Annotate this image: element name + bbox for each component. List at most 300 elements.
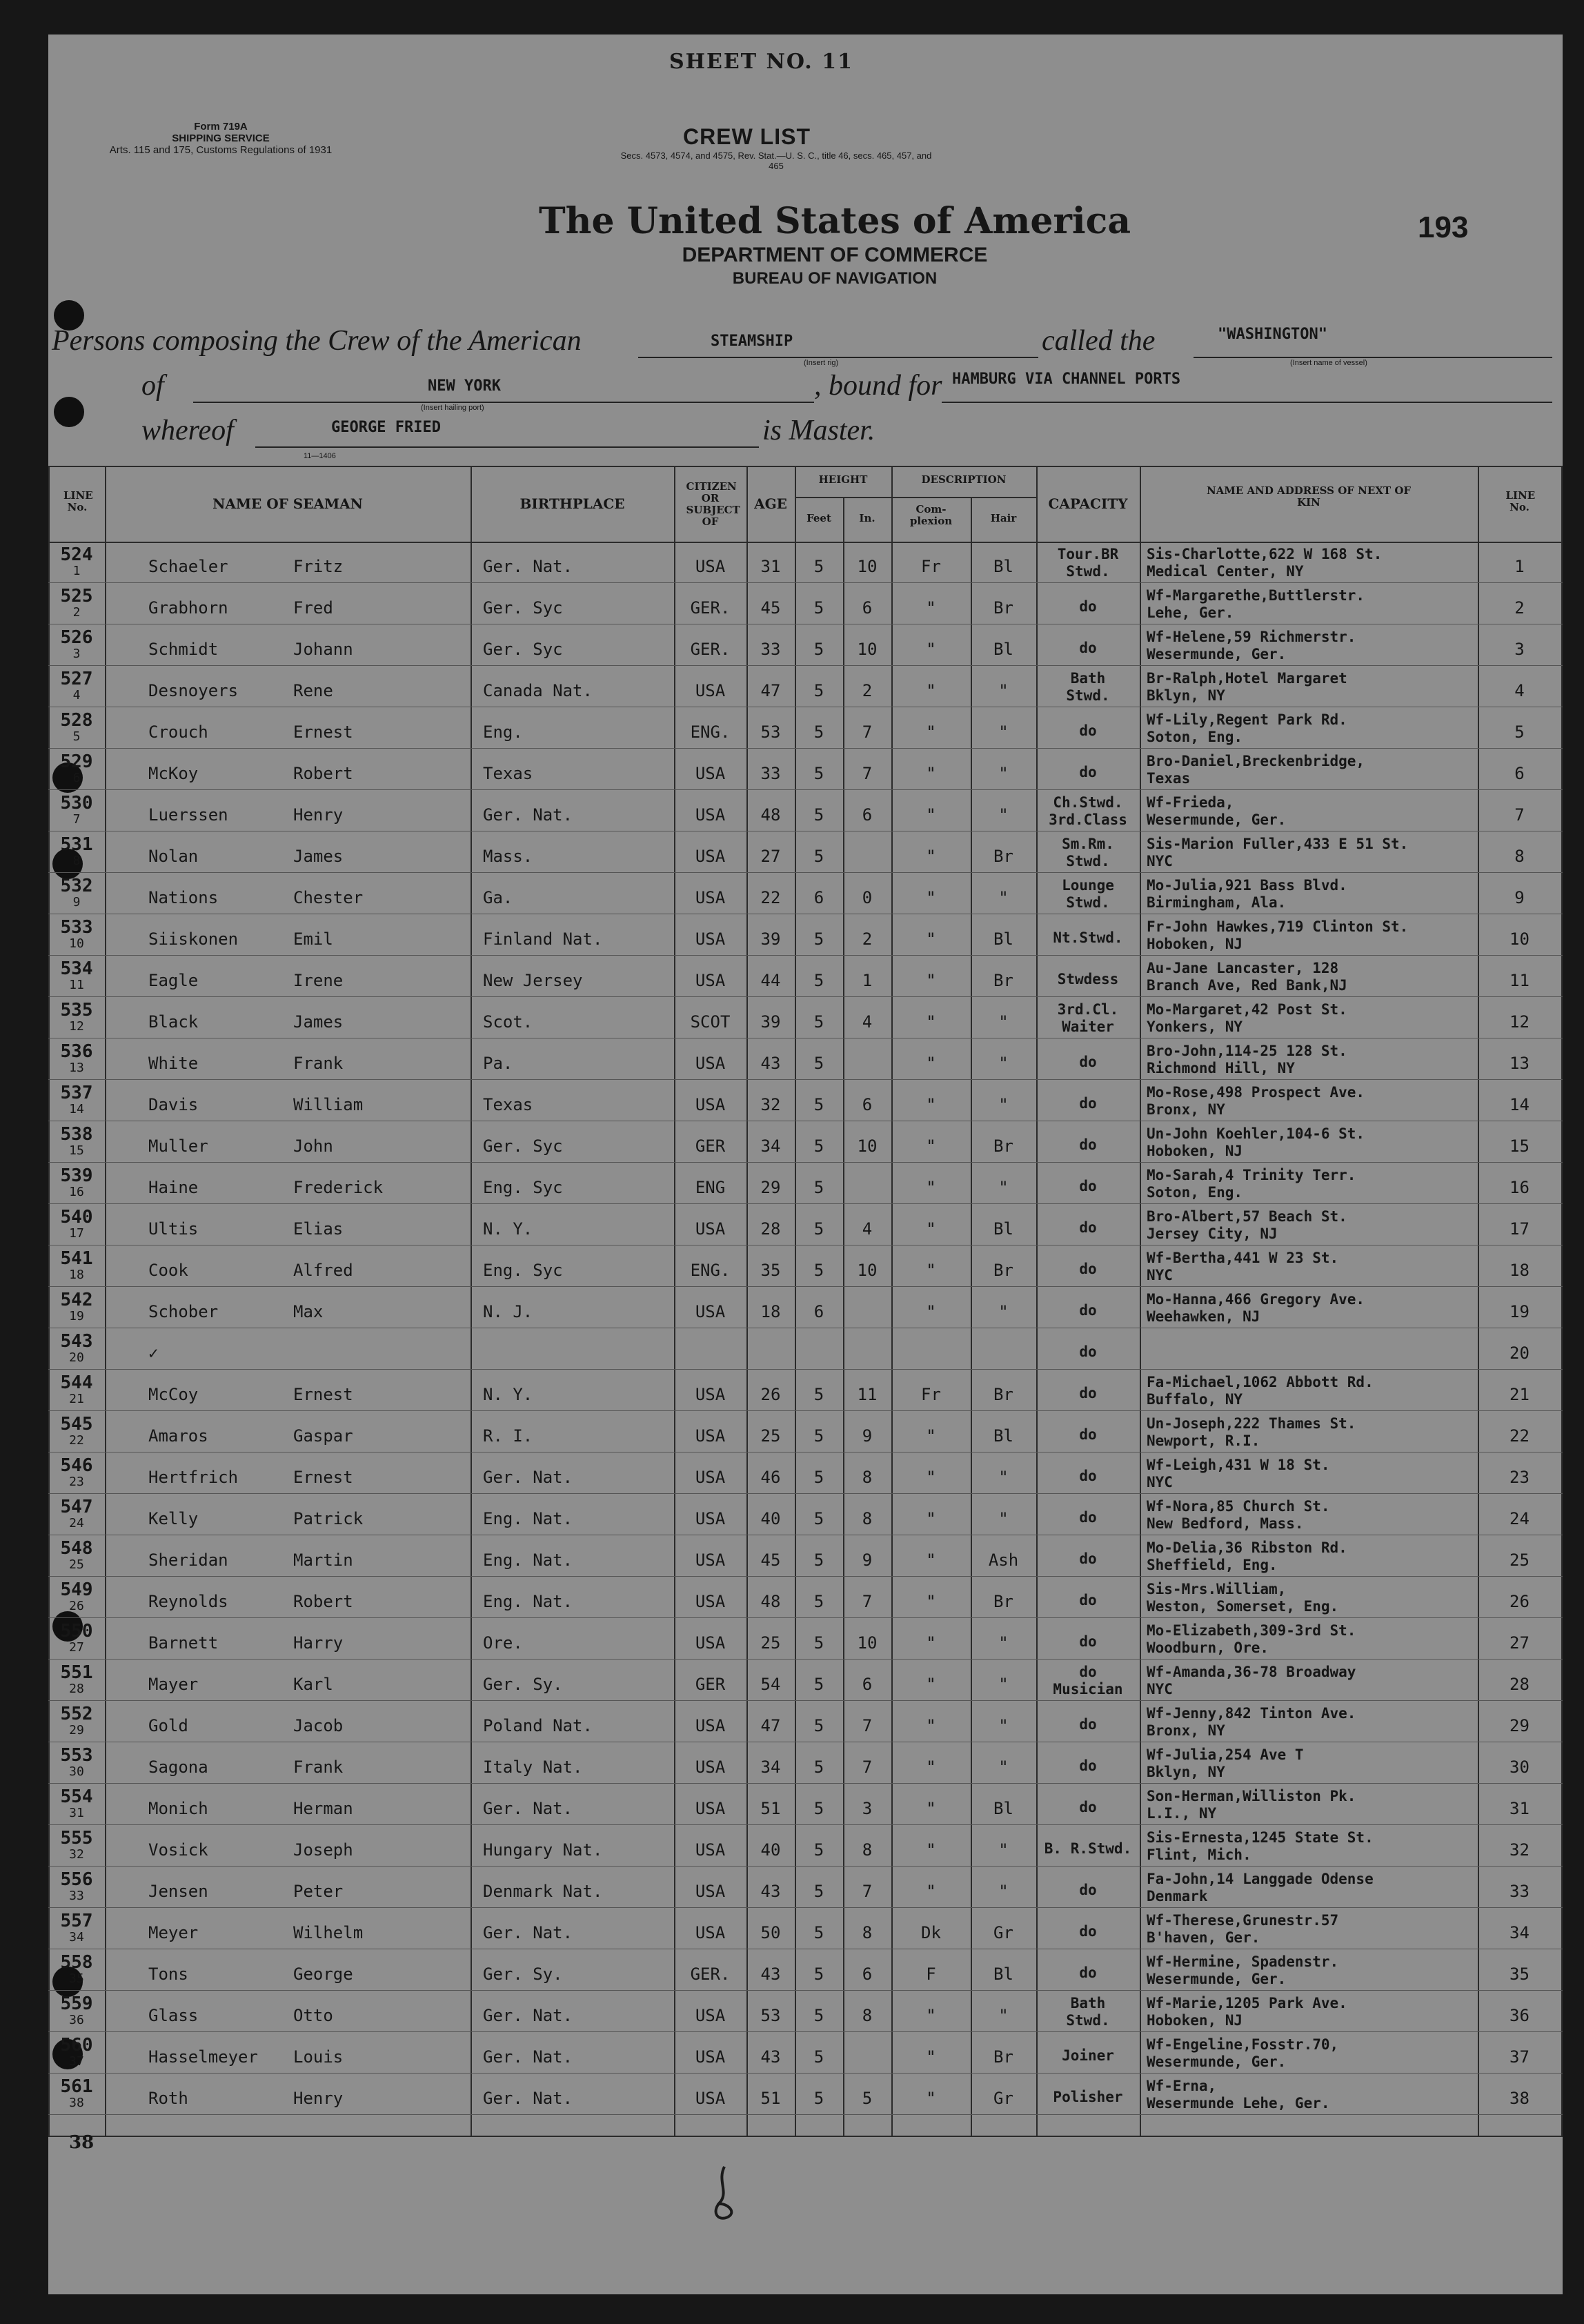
table-row bbox=[48, 749, 1563, 790]
cell-ft: 5 bbox=[813, 722, 824, 742]
table-row bbox=[48, 1825, 1563, 1867]
cell-hair: Br bbox=[993, 1385, 1013, 1404]
next-of-kin-line: NYC bbox=[1147, 1681, 1173, 1697]
cell-birth: Eng. Syc bbox=[483, 1261, 563, 1280]
entry-id: 557 bbox=[60, 1911, 93, 1931]
header-citizen bbox=[674, 481, 746, 528]
entry-id: 542 bbox=[60, 1290, 93, 1310]
cell-given: James bbox=[293, 1012, 344, 1032]
cell-surname: Nations bbox=[148, 888, 219, 907]
header-citizen-text: CITIZEN OR SUBJECT OF bbox=[686, 480, 740, 528]
line-number-right: 25 bbox=[1509, 1550, 1529, 1570]
capacity-line: do bbox=[1079, 1757, 1097, 1774]
next-of-kin-line: Sis-Mrs.William, bbox=[1147, 1581, 1287, 1597]
capacity-line: do bbox=[1079, 1385, 1097, 1401]
cell-given: Irene bbox=[293, 971, 344, 990]
next-of-kin-line: Lehe, Ger. bbox=[1147, 604, 1234, 621]
cell-age: 33 bbox=[760, 640, 781, 659]
table-row bbox=[48, 1991, 1563, 2032]
table-row bbox=[48, 997, 1563, 1038]
capacity-line: Stwd. bbox=[1066, 894, 1110, 911]
cell-surname: Hasselmeyer bbox=[148, 2047, 258, 2067]
rig-hint: (Insert rig) bbox=[804, 359, 839, 367]
cell-in: 6 bbox=[862, 598, 873, 618]
next-of-kin-line: Mo-Julia,921 Bass Blvd. bbox=[1147, 877, 1347, 894]
table-row bbox=[48, 1949, 1563, 1991]
cell-hair: Br bbox=[993, 2047, 1013, 2067]
entry-id: 535 bbox=[60, 1000, 93, 1021]
line-number: 8 bbox=[72, 854, 81, 868]
cell-in: 4 bbox=[862, 1219, 873, 1239]
next-of-kin-line: New Bedford, Mass. bbox=[1147, 1515, 1304, 1532]
cell-age: 53 bbox=[760, 2006, 781, 2025]
cell-given: Frank bbox=[293, 1054, 344, 1073]
cell-birth: Ger. Sy. bbox=[483, 1675, 563, 1694]
next-of-kin-line: Wf-Leigh,431 W 18 St. bbox=[1147, 1457, 1330, 1473]
cell-cit: USA bbox=[695, 929, 726, 949]
cell-surname: Monich bbox=[148, 1799, 208, 1818]
cell-cit: GER. bbox=[690, 1964, 731, 1984]
form-info bbox=[76, 121, 366, 156]
cell-hair: Bl bbox=[993, 1426, 1013, 1446]
entry-id: 555 bbox=[60, 1828, 93, 1849]
page-number: 193 bbox=[1418, 210, 1469, 244]
cell-birth: Ger. Nat. bbox=[483, 2089, 573, 2108]
cell-in: 6 bbox=[862, 1675, 873, 1694]
cell-in: 6 bbox=[862, 1095, 873, 1114]
cell-age: 45 bbox=[760, 1550, 781, 1570]
cell-age: 43 bbox=[760, 1964, 781, 1984]
cell-hair: " bbox=[998, 1675, 1009, 1694]
cell-in: 7 bbox=[862, 1882, 873, 1901]
line-number: 19 bbox=[69, 1309, 84, 1323]
cell-ft: 5 bbox=[813, 1178, 824, 1197]
cell-hair: " bbox=[998, 1882, 1009, 1901]
cell-ft: 5 bbox=[813, 681, 824, 700]
line-number-right: 37 bbox=[1509, 2047, 1529, 2067]
entry-id: 533 bbox=[60, 917, 93, 938]
entry-id: 561 bbox=[60, 2076, 93, 2097]
cell-in: 6 bbox=[862, 805, 873, 825]
cell-age: 45 bbox=[760, 598, 781, 618]
of-label: of bbox=[141, 370, 164, 402]
line-number: 4 bbox=[72, 688, 81, 702]
cell-ft: 6 bbox=[813, 1302, 824, 1321]
cell-comp: " bbox=[926, 1716, 936, 1735]
master-underline bbox=[255, 446, 759, 448]
header-line-no bbox=[50, 490, 105, 513]
next-of-kin-line: Soton, Eng. bbox=[1147, 1184, 1243, 1201]
pen-mark bbox=[697, 2163, 745, 2228]
cell-surname: ✓ bbox=[148, 1343, 159, 1363]
print-code: 11—1406 bbox=[304, 452, 336, 460]
next-of-kin-line: Mo-Rose,498 Prospect Ave. bbox=[1147, 1084, 1365, 1101]
line-number-right: 1 bbox=[1514, 557, 1525, 576]
cell-age: 26 bbox=[760, 1385, 781, 1404]
table-row bbox=[48, 1577, 1563, 1618]
crew-list-sheet bbox=[48, 35, 1563, 2294]
cell-comp: " bbox=[926, 598, 936, 618]
cell-given: Peter bbox=[293, 1882, 344, 1901]
entry-id: 528 bbox=[60, 710, 93, 731]
capacity-line: Waiter bbox=[1062, 1018, 1114, 1035]
line-number-right: 3 bbox=[1514, 640, 1525, 659]
cell-surname: Haine bbox=[148, 1178, 199, 1197]
cell-given: Rene bbox=[293, 681, 333, 700]
cell-comp: Dk bbox=[921, 1923, 941, 1942]
next-of-kin-line: Bro-John,114-25 128 St. bbox=[1147, 1043, 1347, 1059]
line-number: 11 bbox=[69, 978, 84, 992]
line-number: 35 bbox=[69, 1971, 84, 1986]
cell-surname: McKoy bbox=[148, 764, 199, 783]
cell-given: Karl bbox=[293, 1675, 333, 1694]
next-of-kin-line: Woodburn, Ore. bbox=[1147, 1639, 1269, 1656]
cell-given: Jacob bbox=[293, 1716, 344, 1735]
cell-surname: White bbox=[148, 1054, 199, 1073]
line-number: 9 bbox=[72, 895, 81, 909]
cell-birth: Finland Nat. bbox=[483, 929, 603, 949]
capacity-line: Stwdess bbox=[1057, 971, 1119, 987]
cell-age: 39 bbox=[760, 1012, 781, 1032]
cell-surname: Crouch bbox=[148, 722, 208, 742]
table-row bbox=[48, 1784, 1563, 1825]
cell-ft: 5 bbox=[813, 929, 824, 949]
capacity-line: Stwd. bbox=[1066, 687, 1110, 704]
next-of-kin-line: Wf-Nora,85 Church St. bbox=[1147, 1498, 1330, 1515]
line-number-right: 21 bbox=[1509, 1385, 1529, 1404]
department-title: DEPARTMENT OF COMMERCE bbox=[682, 244, 988, 266]
line-number: 6 bbox=[72, 771, 81, 785]
destination-underline bbox=[942, 402, 1552, 403]
next-of-kin-line: Wf-Hermine, Spadenstr. bbox=[1147, 1953, 1339, 1970]
next-of-kin-line: Bronx, NY bbox=[1147, 1101, 1225, 1118]
next-of-kin-line: Mo-Sarah,4 Trinity Terr. bbox=[1147, 1167, 1356, 1183]
table-row bbox=[48, 624, 1563, 666]
table-bottom-border bbox=[48, 2136, 1563, 2137]
cell-ft: 6 bbox=[813, 888, 824, 907]
header-kin bbox=[1140, 485, 1478, 509]
table-row bbox=[48, 914, 1563, 956]
next-of-kin-line: Flint, Mich. bbox=[1147, 1847, 1251, 1863]
cell-in: 2 bbox=[862, 929, 873, 949]
cell-hair: " bbox=[998, 722, 1009, 742]
entry-id: 532 bbox=[60, 876, 93, 896]
table-row bbox=[48, 1660, 1563, 1701]
entry-id: 537 bbox=[60, 1083, 93, 1103]
cell-cit: USA bbox=[695, 1840, 726, 1860]
cell-in: 9 bbox=[862, 1550, 873, 1570]
entry-id: 524 bbox=[60, 544, 93, 565]
cell-in: 7 bbox=[862, 764, 873, 783]
capacity-line: Bath bbox=[1070, 1995, 1106, 2011]
cell-cit: USA bbox=[695, 1468, 726, 1487]
line-number-right: 10 bbox=[1509, 929, 1529, 949]
cell-comp: " bbox=[926, 2006, 936, 2025]
cell-ft: 5 bbox=[813, 1964, 824, 1984]
entry-id: 550 bbox=[60, 1621, 93, 1642]
cell-hair: Br bbox=[993, 1592, 1013, 1611]
next-of-kin-line: Wesermunde, Ger. bbox=[1147, 646, 1287, 662]
cell-birth: Ger. Syc bbox=[483, 640, 563, 659]
next-of-kin-line: Bro-Albert,57 Beach St. bbox=[1147, 1208, 1347, 1225]
cell-given: Alfred bbox=[293, 1261, 353, 1280]
cell-age: 48 bbox=[760, 1592, 781, 1611]
cell-comp: " bbox=[926, 1219, 936, 1239]
cell-ft: 5 bbox=[813, 971, 824, 990]
line-number: 2 bbox=[72, 605, 81, 620]
capacity-line: Nt.Stwd. bbox=[1053, 929, 1123, 946]
line-number: 10 bbox=[69, 936, 84, 951]
cell-age: 47 bbox=[760, 681, 781, 700]
line-number-right: 32 bbox=[1509, 1840, 1529, 1860]
capacity-line: Ch.Stwd. bbox=[1053, 794, 1123, 811]
cell-birth: N. Y. bbox=[483, 1385, 533, 1404]
cell-comp: Fr bbox=[921, 557, 941, 576]
description-subheader-line bbox=[891, 497, 1036, 498]
cell-given: Harry bbox=[293, 1633, 344, 1653]
cell-in: 6 bbox=[862, 1964, 873, 1984]
cell-hair: Bl bbox=[993, 1964, 1013, 1984]
next-of-kin-line: Bklyn, NY bbox=[1147, 687, 1225, 704]
capacity-line: do bbox=[1079, 1178, 1097, 1194]
cell-age: 43 bbox=[760, 1882, 781, 1901]
cell-birth: Texas bbox=[483, 1095, 533, 1114]
capacity-line: do bbox=[1079, 1799, 1097, 1815]
punch-hole bbox=[54, 397, 84, 427]
cell-ft: 5 bbox=[813, 2089, 824, 2108]
line-number: 14 bbox=[69, 1102, 84, 1116]
cell-hair: " bbox=[998, 1095, 1009, 1114]
line-number: 13 bbox=[69, 1061, 84, 1075]
cell-age: 43 bbox=[760, 1054, 781, 1073]
cell-ft: 5 bbox=[813, 2006, 824, 2025]
line-number: 29 bbox=[69, 1723, 84, 1737]
cell-birth: Ger. Syc bbox=[483, 598, 563, 618]
header-feet: Feet bbox=[806, 512, 831, 524]
cell-in: 3 bbox=[862, 1799, 873, 1818]
height-subheader-line bbox=[795, 497, 891, 498]
next-of-kin-line: Un-Joseph,222 Thames St. bbox=[1147, 1415, 1356, 1432]
next-of-kin-line: Wf-Lily,Regent Park Rd. bbox=[1147, 711, 1347, 728]
rig-value: STEAMSHIP bbox=[711, 333, 793, 350]
capacity-line: do bbox=[1079, 1261, 1097, 1277]
table-row bbox=[48, 1370, 1563, 1411]
cell-birth: Mass. bbox=[483, 847, 533, 866]
cell-given: Joseph bbox=[293, 1840, 353, 1860]
line-number: 21 bbox=[69, 1392, 84, 1406]
cell-surname: Gold bbox=[148, 1716, 188, 1735]
cell-hair: " bbox=[998, 2006, 1009, 2025]
cell-surname: Davis bbox=[148, 1095, 199, 1114]
next-of-kin-line: Yonkers, NY bbox=[1147, 1018, 1243, 1035]
capacity-line: do bbox=[1079, 1054, 1097, 1070]
entry-id: 549 bbox=[60, 1579, 93, 1600]
cell-hair: " bbox=[998, 1178, 1009, 1197]
cell-birth: N. J. bbox=[483, 1302, 533, 1321]
line-number-right: 5 bbox=[1514, 722, 1525, 742]
next-of-kin-line: NYC bbox=[1147, 853, 1173, 869]
cell-given: Martin bbox=[293, 1550, 353, 1570]
cell-cit: ENG bbox=[695, 1178, 726, 1197]
cell-given: Wilhelm bbox=[293, 1923, 364, 1942]
table-row bbox=[48, 1494, 1563, 1535]
line-number: 1 bbox=[72, 564, 81, 578]
table-row bbox=[48, 1204, 1563, 1245]
entry-id: 547 bbox=[60, 1497, 93, 1517]
cell-age: 39 bbox=[760, 929, 781, 949]
row-rule bbox=[48, 2114, 1563, 2115]
line-number: 3 bbox=[72, 647, 81, 661]
next-of-kin-line: Mo-Delia,36 Ribston Rd. bbox=[1147, 1539, 1347, 1556]
cell-comp: " bbox=[926, 805, 936, 825]
next-of-kin-line: Texas bbox=[1147, 770, 1191, 787]
capacity-line: do bbox=[1079, 1509, 1097, 1526]
cell-hair: Bl bbox=[993, 929, 1013, 949]
cell-in: 7 bbox=[862, 1757, 873, 1777]
cell-cit: USA bbox=[695, 2006, 726, 2025]
cell-ft: 5 bbox=[813, 805, 824, 825]
cell-ft: 5 bbox=[813, 2047, 824, 2067]
cell-surname: Grabhorn bbox=[148, 598, 228, 618]
line-number-right: 30 bbox=[1509, 1757, 1529, 1777]
next-of-kin-line: Medical Center, NY bbox=[1147, 563, 1304, 580]
port-underline bbox=[193, 402, 814, 403]
cell-comp: " bbox=[926, 1468, 936, 1487]
header-capacity: CAPACITY bbox=[1048, 495, 1128, 512]
entry-id: 548 bbox=[60, 1538, 93, 1559]
cell-given: James bbox=[293, 847, 344, 866]
cell-comp: " bbox=[926, 1882, 936, 1901]
cell-surname: Sheridan bbox=[148, 1550, 228, 1570]
line-number-right: 34 bbox=[1509, 1923, 1529, 1942]
cell-surname: Luerssen bbox=[148, 805, 228, 825]
cell-given: Robert bbox=[293, 1592, 353, 1611]
cell-hair: Bl bbox=[993, 640, 1013, 659]
entry-id: 526 bbox=[60, 627, 93, 648]
cell-hair: Br bbox=[993, 971, 1013, 990]
table-row bbox=[48, 1867, 1563, 1908]
table-row bbox=[48, 1908, 1563, 1949]
cell-in: 11 bbox=[857, 1385, 878, 1404]
line-number-right: 13 bbox=[1509, 1054, 1529, 1073]
cell-cit: USA bbox=[695, 847, 726, 866]
line-number-right: 31 bbox=[1509, 1799, 1529, 1818]
cell-in: 10 bbox=[857, 1261, 878, 1280]
cell-surname: Schmidt bbox=[148, 640, 219, 659]
cell-birth: Denmark Nat. bbox=[483, 1882, 603, 1901]
capacity-line: do bbox=[1079, 1716, 1097, 1733]
line-number-right: 2 bbox=[1514, 598, 1525, 618]
cell-birth: Eng. Nat. bbox=[483, 1550, 573, 1570]
line-number: 32 bbox=[69, 1847, 84, 1862]
next-of-kin-line: NYC bbox=[1147, 1267, 1173, 1283]
next-of-kin-line: Bronx, NY bbox=[1147, 1722, 1225, 1739]
bound-for-label: , bound for bbox=[814, 370, 942, 402]
next-of-kin-line: Au-Jane Lancaster, 128 bbox=[1147, 960, 1339, 976]
master-name: GEORGE FRIED bbox=[331, 419, 441, 436]
table-row bbox=[48, 1452, 1563, 1494]
cell-comp: " bbox=[926, 1136, 936, 1156]
table-row bbox=[48, 790, 1563, 831]
crew-list-statutes: Secs. 4573, 4574, and 4575, Rev. Stat.—U. S. C., title 46, secs. 465, 457, and 465 bbox=[620, 150, 932, 171]
next-of-kin-line: Sis-Marion Fuller,433 E 51 St. bbox=[1147, 836, 1409, 852]
header-complexion-text: Com-plexion bbox=[909, 503, 953, 527]
header-hair: Hair bbox=[990, 512, 1017, 524]
next-of-kin-line: Wf-Therese,Grunestr.57 bbox=[1147, 1912, 1339, 1929]
capacity-line: do bbox=[1079, 1095, 1097, 1112]
cell-in: 10 bbox=[857, 1633, 878, 1653]
entry-id: 525 bbox=[60, 586, 93, 607]
cell-birth: Eng. bbox=[483, 722, 523, 742]
cell-given: Ernest bbox=[293, 1468, 353, 1487]
next-of-kin-line: Hoboken, NJ bbox=[1147, 936, 1243, 952]
line-number-right: 18 bbox=[1509, 1261, 1529, 1280]
cell-cit: USA bbox=[695, 2089, 726, 2108]
cell-ft: 5 bbox=[813, 1509, 824, 1528]
cell-ft: 5 bbox=[813, 1385, 824, 1404]
cell-age: 29 bbox=[760, 1178, 781, 1197]
cell-given: Herman bbox=[293, 1799, 353, 1818]
line-number-right: 20 bbox=[1509, 1343, 1529, 1363]
next-of-kin-line: Un-John Koehler,104-6 St. bbox=[1147, 1125, 1365, 1142]
cell-birth: Italy Nat. bbox=[483, 1757, 583, 1777]
cell-comp: " bbox=[926, 1095, 936, 1114]
cell-surname: Siiskonen bbox=[148, 929, 239, 949]
line-number: 22 bbox=[69, 1433, 84, 1448]
vessel-hint: (Insert name of vessel) bbox=[1290, 359, 1367, 367]
next-of-kin-line: Branch Ave, Red Bank,NJ bbox=[1147, 977, 1347, 994]
line-number-right: 22 bbox=[1509, 1426, 1529, 1446]
cell-age: 25 bbox=[760, 1633, 781, 1653]
entry-id: 546 bbox=[60, 1455, 93, 1476]
capacity-line: do bbox=[1079, 1136, 1097, 1153]
line-number: 28 bbox=[69, 1682, 84, 1696]
capacity-line: do bbox=[1079, 1219, 1097, 1236]
entry-id: 560 bbox=[60, 2035, 93, 2056]
line-number: 7 bbox=[72, 812, 81, 827]
cell-cit: GER bbox=[695, 1675, 726, 1694]
cell-comp: " bbox=[926, 722, 936, 742]
form-service: SHIPPING SERVICE bbox=[172, 132, 270, 144]
header-name: NAME OF SEAMAN bbox=[212, 495, 363, 512]
table-row bbox=[48, 2032, 1563, 2074]
capacity-line: Stwd. bbox=[1066, 563, 1110, 580]
cell-cit: USA bbox=[695, 1219, 726, 1239]
cell-given: Louis bbox=[293, 2047, 344, 2067]
cell-age: 35 bbox=[760, 1261, 781, 1280]
vessel-underline bbox=[1194, 357, 1552, 358]
cell-hair: " bbox=[998, 1054, 1009, 1073]
next-of-kin-line: Wesermunde Lehe, Ger. bbox=[1147, 2095, 1330, 2111]
cell-cit: USA bbox=[695, 1550, 726, 1570]
cell-age: 51 bbox=[760, 1799, 781, 1818]
pen-mark-figure bbox=[697, 2163, 745, 2225]
cell-birth: Texas bbox=[483, 764, 533, 783]
header-complexion bbox=[891, 504, 971, 527]
cell-birth: Ger. Nat. bbox=[483, 1799, 573, 1818]
cell-comp: " bbox=[926, 847, 936, 866]
capacity-line: do bbox=[1079, 1302, 1097, 1319]
cell-comp: " bbox=[926, 2047, 936, 2067]
cell-ft: 5 bbox=[813, 1219, 824, 1239]
cell-given: Fred bbox=[293, 598, 333, 618]
capacity-line: do bbox=[1079, 1664, 1097, 1680]
cell-comp: " bbox=[926, 640, 936, 659]
entry-id: 556 bbox=[60, 1869, 93, 1890]
table-row bbox=[48, 666, 1563, 707]
line-number-right: 38 bbox=[1509, 2089, 1529, 2108]
line-number-right: 4 bbox=[1514, 681, 1525, 700]
